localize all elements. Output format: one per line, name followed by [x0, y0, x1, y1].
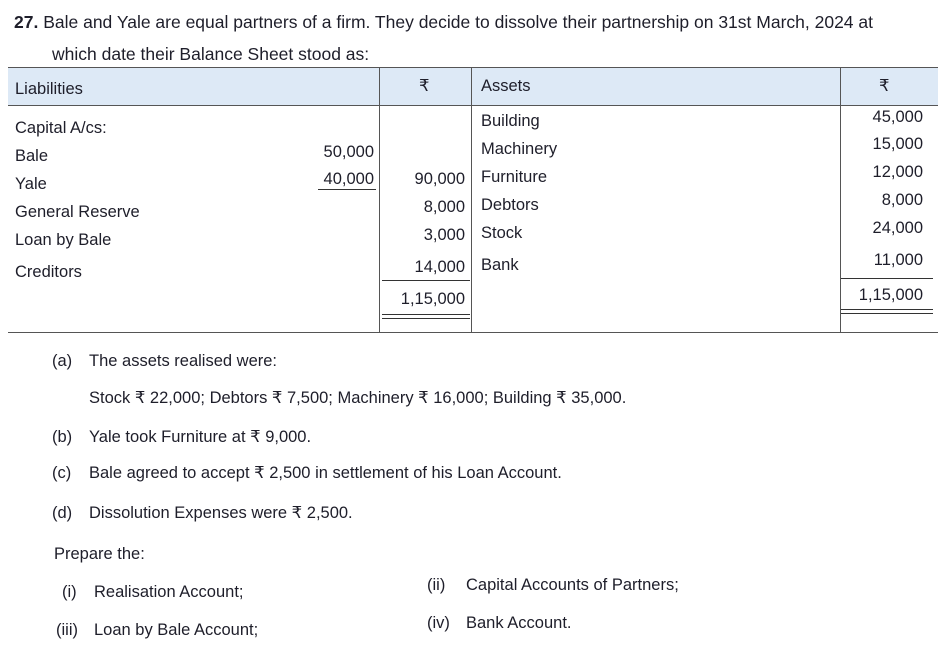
liabilities-total: 1,15,000: [400, 290, 465, 308]
liability-label: General Reserve: [15, 203, 140, 221]
question-line-2: which date their Balance Sheet stood as:: [52, 44, 370, 64]
question-number: 27.: [14, 12, 39, 32]
adjustment-text: Dissolution Expenses were ₹ 2,500.: [89, 504, 353, 522]
adjustment-tag: (a): [52, 352, 73, 370]
prepare-item-tag: (iii): [56, 621, 78, 639]
asset-label: Machinery: [481, 140, 558, 158]
adjustment-text: Bale agreed to accept ₹ 2,500 in settlement of his Loan Account.: [89, 464, 562, 482]
capital-yale-amount: 40,000: [323, 170, 374, 188]
adjustment-text: Stock ₹ 22,000; Debtors ₹ 7,500; Machinery ₹ 16,000; Building ₹ 35,000.: [89, 389, 627, 407]
asset-amount: 45,000: [872, 108, 923, 126]
capital-bale-amount: 50,000: [323, 143, 374, 161]
prepare-item-tag: (ii): [427, 576, 446, 594]
balance-sheet-table: [8, 67, 938, 334]
prepare-item-text: Bank Account.: [466, 614, 572, 632]
liabilities-total-double-rule-2: [382, 318, 470, 319]
asset-amount: 11,000: [873, 251, 923, 269]
liability-label: Capital A/cs:: [15, 119, 107, 137]
liability-amount: 3,000: [423, 226, 465, 244]
assets-total-top-rule: [841, 278, 933, 279]
header-rupee-liabilities: ₹: [419, 77, 430, 95]
column-divider-2: [471, 67, 472, 333]
prepare-item-tag: (iv): [427, 614, 450, 632]
asset-amount: 24,000: [872, 219, 923, 237]
liabilities-total-top-rule: [382, 280, 470, 281]
liability-label: Yale: [15, 175, 47, 193]
asset-label: Bank: [481, 256, 519, 274]
asset-amount: 12,000: [872, 163, 923, 181]
prepare-item-text: Realisation Account;: [94, 583, 244, 601]
asset-label: Debtors: [481, 196, 539, 214]
prepare-item-text: Loan by Bale Account;: [94, 621, 259, 639]
question-text: [14, 6, 939, 70]
adjustment-tag: (b): [52, 428, 73, 446]
adjustment-tag: (c): [52, 464, 72, 482]
table-bottom-border: [8, 332, 938, 333]
liability-amount: 8,000: [423, 198, 465, 216]
table-header-border: [8, 105, 938, 106]
asset-label: Building: [481, 112, 540, 130]
asset-amount: 8,000: [881, 191, 923, 209]
adjustment-text: Yale took Furniture at ₹ 9,000.: [89, 428, 312, 446]
column-divider-1: [379, 67, 380, 333]
liability-label: Loan by Bale: [15, 231, 112, 249]
header-assets: Assets: [481, 77, 531, 95]
assets-total-double-rule-1: [841, 309, 933, 310]
assets-total: 1,15,000: [858, 286, 923, 304]
header-liabilities: Liabilities: [15, 80, 83, 98]
asset-label: Stock: [481, 224, 523, 242]
asset-label: Furniture: [481, 168, 548, 186]
liability-label: Creditors: [15, 263, 82, 281]
liability-amount: 14,000: [414, 258, 465, 276]
table-top-border: [8, 67, 938, 68]
liabilities-total-double-rule-1: [382, 314, 470, 315]
column-divider-3: [840, 67, 841, 333]
prepare-item-tag: (i): [62, 583, 77, 601]
prepare-heading: Prepare the:: [54, 545, 145, 563]
asset-amount: 15,000: [872, 135, 923, 153]
header-rupee-assets: ₹: [879, 77, 890, 95]
adjustment-tag: (d): [52, 504, 73, 522]
assets-total-double-rule-2: [841, 313, 933, 314]
liability-amount: 90,000: [414, 170, 465, 188]
capital-subtotal-underline: [318, 189, 376, 190]
liability-label: Bale: [15, 147, 49, 165]
table-header-band: [8, 67, 938, 105]
question-line-1: Bale and Yale are equal partners of a firm. They decide to dissolve their partnership on 31st March, 2024 at: [43, 12, 873, 32]
adjustment-text: The assets realised were:: [89, 352, 278, 370]
prepare-item-text: Capital Accounts of Partners;: [466, 576, 679, 594]
